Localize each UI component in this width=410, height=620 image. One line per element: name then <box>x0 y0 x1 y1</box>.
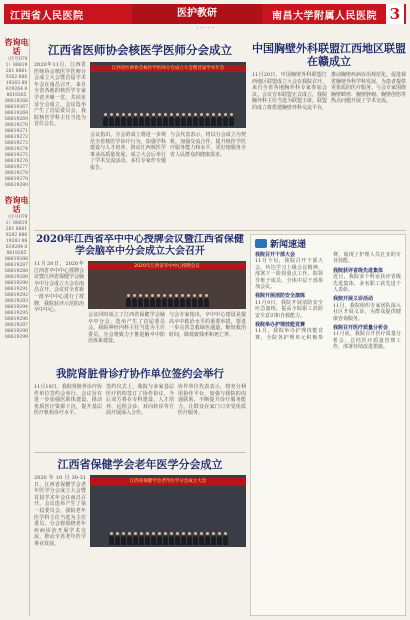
person-figure <box>169 536 174 545</box>
article-headline: 江西省医师协会核医学医师分会成立 <box>48 43 232 57</box>
group-photo <box>90 475 246 547</box>
person-figure <box>127 536 132 545</box>
photo-people <box>88 296 246 309</box>
sidebar-text-2: （区号0791）88619281 88619282 88619283 88619284 88619285 88619286 88619287 88619288 88619289 88619290 88619291 88619292 88619293 88619294 88619295 88619296 88619297 88619298 88619299 <box>5 215 28 340</box>
person-figure <box>121 117 126 126</box>
person-figure <box>163 117 168 126</box>
photo-people <box>90 534 246 547</box>
article-headline: 江西省保健学会老年医学分会成立 <box>57 458 223 471</box>
photo-banner: 江西省保健学会老年医学分会成立大会 <box>90 478 246 486</box>
news-icon <box>255 239 267 248</box>
page-number: 3 <box>386 4 404 24</box>
sidebar-title-2: 咨询电话 <box>4 195 29 214</box>
person-figure <box>139 117 144 126</box>
person-figure <box>175 117 180 126</box>
person-figure <box>115 117 120 126</box>
person-figure <box>150 298 155 307</box>
divider <box>34 230 406 231</box>
photo-banner: 江西省医师协会核医学医师分会成立大会暨首届学术年会 <box>90 65 246 72</box>
article-body: 与会专家指出，卒中中心建设是提高卒中救治水平的重要举措，要进一步完善急救绿色通道，缩短救治时间，降低致残率和死亡率。 <box>169 312 246 338</box>
news-item <box>251 293 327 322</box>
news-header <box>251 235 405 252</box>
person-figure <box>198 298 203 307</box>
person-figure <box>199 536 204 545</box>
news-item-text: 近日，我院多个科室获评省级先进集体，多名职工获先进个人表彰。 <box>333 274 401 294</box>
person-figure <box>168 298 173 307</box>
article-nuclear-medicine <box>34 42 246 228</box>
article-body: 11月28日，2020年江西省卒中中心授牌会议暨江西省保健学会脑卒中分会成立大会在南昌召开。会议对全省新一批卒中中心进行了授牌，我院获评示范防治卒中中心。 <box>34 261 85 314</box>
person-figure <box>204 298 209 307</box>
article-body: 11月20日，中国胸壁外科联盟江西地区联盟成立大会在我院召开。来自全省各地胸外科专家参加会议。会议宣布联盟正式成立，我院胸外科主任当选为联盟主席。联盟的成立将搭建胸壁外科交流平台，推动胸壁疾病诊治规范化，促进我省胸壁外科学科发展，为患者提供更优质的医疗服务。与会专家围绕胸壁畸形、胸壁肿瘤、胸壁创伤等热点问题开展了学术交流。 <box>252 72 406 111</box>
photo-banner: 2020年江西省卒中中心授牌会议 <box>88 263 246 270</box>
person-figure <box>126 298 131 307</box>
article-geriatrics <box>34 456 246 616</box>
person-figure <box>181 117 186 126</box>
person-figure <box>223 536 228 545</box>
article-headline: 我院肾脏骨诊疗协作单位签约会举行 <box>56 368 224 380</box>
person-figure <box>192 298 197 307</box>
masthead <box>0 0 410 36</box>
person-figure <box>163 536 168 545</box>
group-photo <box>90 62 246 128</box>
person-figure <box>139 536 144 545</box>
person-figure <box>199 117 204 126</box>
news-item <box>251 252 327 293</box>
person-figure <box>217 536 222 545</box>
news-item-headline: 我院举办护理技能竞赛 <box>255 322 306 329</box>
sidebar <box>4 38 30 616</box>
person-figure <box>217 117 222 126</box>
sidebar-title: 咨询电话 <box>4 37 29 56</box>
news-item-headline: 我院获评省级先进集体 <box>333 267 384 274</box>
article-body: 与会代表表示，将以分会成立为契机，加强交流合作，提升核医学医疗服务能力和水平，更好地服务全省人民群众的健康需求。 <box>170 132 246 158</box>
person-figure <box>175 536 180 545</box>
person-figure <box>169 117 174 126</box>
article-kidney-bone <box>34 366 246 450</box>
news-item-text: 11月9日，我院开展消防安全应急演练，提高全院职工消防安全意识和自救能力。 <box>255 299 323 319</box>
article-body: 2020年10月30-31日，江西省保健学会老年医学分会成立大会暨首届学术年会在南昌召开。会议选举产生了第一届委员会，我院老年医学科主任当选为主任委员。分会将围绕老年疾病诊治开展学术交流，推动全省老年医学事业发展。 <box>34 475 86 547</box>
person-figure <box>156 298 161 307</box>
article-chest-wall <box>252 42 406 228</box>
article-stroke-center <box>34 234 246 362</box>
person-figure <box>132 298 137 307</box>
person-figure <box>133 536 138 545</box>
article-body: 会议同时成立了江西省保健学会脑卒中分会，选举产生了首届委员会。我院神经内科主任当选为主任委员。分会将致力于推进脑卒中防治体系建设。 <box>88 312 165 345</box>
masthead-subline: · · · · · <box>196 25 214 32</box>
person-figure <box>187 536 192 545</box>
person-figure <box>121 536 126 545</box>
person-figure <box>103 117 108 126</box>
person-figure <box>205 117 210 126</box>
person-figure <box>211 536 216 545</box>
news-item-text: 11月，我院组织专家团队深入社区开展义诊，为群众提供健康咨询服务。 <box>333 302 401 322</box>
news-item <box>329 325 405 354</box>
person-figure <box>133 117 138 126</box>
person-figure <box>187 117 192 126</box>
person-figure <box>205 536 210 545</box>
award-photo <box>88 261 246 309</box>
person-figure <box>193 536 198 545</box>
news-item-headline: 我院开展消防安全演练 <box>255 293 306 300</box>
person-figure <box>180 298 185 307</box>
person-figure <box>193 117 198 126</box>
news-item-text: 11月底，我院召开医疗质量分析会，总结医疗质量管理工作，部署持续改进措施。 <box>333 331 401 351</box>
person-figure <box>157 536 162 545</box>
masthead-right: 南昌大学附属人民医院 <box>272 10 377 22</box>
divider <box>34 452 246 453</box>
person-figure <box>157 117 162 126</box>
person-figure <box>229 117 234 126</box>
person-figure <box>162 298 167 307</box>
news-item-text: 11月，我院举办护理技能竞赛，全院各护理单元积极参赛，展现了护理人员扎实的专业技能。 <box>255 252 401 341</box>
person-figure <box>174 298 179 307</box>
person-figure <box>144 298 149 307</box>
masthead-bar <box>4 4 406 24</box>
news-item-text: 11月下旬，我院召开干部大会，传达学习上级会议精神，部署下一阶段重点工作。院领导班子成员、全体中层干部参加会议。 <box>255 258 323 291</box>
person-figure <box>151 117 156 126</box>
news-item-headline: 我院召开医疗质量分析会 <box>333 325 389 332</box>
article-headline: 2020年江西省卒中中心授牌会议暨江西省保健学会脑卒中分会成立大会召开 <box>36 234 244 257</box>
person-figure <box>186 298 191 307</box>
article-body: 11月18日，我院肾脏骨诊疗协作单位签约会举行。会议旨在进一步加强医联体建设，推动优质医疗资源下沉，提升基层医疗机构诊疗水平。 <box>34 384 102 417</box>
person-figure <box>145 117 150 126</box>
news-item <box>329 296 405 325</box>
masthead-left: 江西省人民医院 <box>10 10 84 22</box>
news-title: 新闻速递 <box>270 240 307 250</box>
person-figure <box>109 117 114 126</box>
person-figure <box>115 536 120 545</box>
person-figure <box>151 536 156 545</box>
person-figure <box>145 536 150 545</box>
person-figure <box>211 117 216 126</box>
article-body: 签约仪式上，我院与多家基层医疗机构签订了协作协议。今后双方将在专科建设、人才培养、远程会诊、双向转诊等方面开展深入合作。 <box>106 384 174 417</box>
article-headline: 中国胸壁外科联盟江西地区联盟在赣成立 <box>252 42 406 68</box>
person-figure <box>138 298 143 307</box>
news-briefs <box>250 234 406 616</box>
photo-people <box>90 115 246 128</box>
sidebar-text: （区号0791）88619261 88619262 88619263 88619264 88619265 88619266 88619267 88619268 88619269 88619270 88619271 88619272 88619273 88619274 88619275 88619276 88619277 88619278 88619279 88619280 <box>5 57 28 188</box>
news-item <box>329 268 405 297</box>
news-item-headline: 我院召开干部大会 <box>255 252 296 258</box>
person-figure <box>181 536 186 545</box>
article-body: 2020年11月，江西省医师协会核医学医师分会成立大会暨首届学术年会在南昌召开。来自全省各地的核医学专家学者齐聚一堂，共同见证分会成立。会议选举产生了首届委员会，我院核医学科主任当选为首任会长。 <box>34 62 86 128</box>
section-title: 医护教研 <box>132 4 262 24</box>
news-item-headline: 我院开展义诊活动 <box>333 296 374 303</box>
person-figure <box>127 117 132 126</box>
person-figure <box>109 536 114 545</box>
article-body: 会议指出，分会的成立将进一步规范全省核医学诊疗行为，加强学科建设与人才培养，推动江西核医学事业高质量发展。成立大会后举行了学术交流活动，多位专家作专题报告。 <box>90 132 166 171</box>
person-figure <box>223 117 228 126</box>
article-body: 协作单位代表表示，将充分利用协作平台，加强与我院的沟通联系，不断提升诊疗服务能力，让群众在家门口享受优质医疗服务。 <box>178 384 246 417</box>
